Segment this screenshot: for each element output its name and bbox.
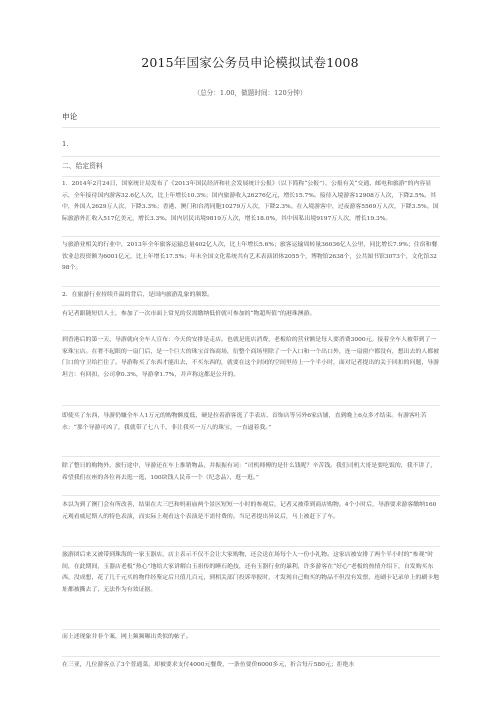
divider — [62, 286, 440, 287]
paragraph: 到香港后的第一天，导游就向全车人宣布：今天的安排是走店。也就是逛店消费，老板给的营业额是每人要消费3000元。接着全车人被带到了一家珠宝店。在奢不起眼的一扇门后，是一个巨大的珠宝首饰商场，衍整个商场里除了一个入口和一个出口外，连一扇窗户都没有，想出去的人都被门口的守卫给拦住了。导游称买了东西才能出去，不买东西的，就要在这个封闭的空间里待上一个半小时，面对记者提出的关于回扣的问题，导游坦言：有回扣，公司拿0.3%，导游拿1.7%，并声称这都是公开的。 — [62, 337, 439, 378]
paragraph: 有记者跟随短信人士，参加了一次市面上常见的仅需缴纳低价就可参加的“物超所值”的港珠澳游。 — [62, 311, 316, 317]
question-number: 1. — [62, 140, 69, 148]
paragraph: 与旅游业相关的行业中，2013年全年旅客运输总量402亿人次，比上年增长5.6%；旅客运输周转量36036亿人公里，同比增长7.9%；住宿和餐饮业总投资额为6001亿元，比上年增长17.5%；年末全国文化系统共有艺术表演团体2055个，博物馆2638个，公共图书馆3073个，文化馆3298个。 — [62, 242, 438, 271]
paragraph: 1．2014年2月24日，国家统计局发布了《2013年国民经济和社会发展统计公报》（以下简称“公报”），公报有关“交通、邮电和旅游”的内容显示，全年接待国内游客32.6亿人次，比上年增长10.3%；国内旅游收入26276亿元，增长15.7%。接待入境游客12908万人次，下降2.5%。其中，外国人2629万人次，下降3.3%；香港、澳门和台湾同胞10279万人次，下降2.3%。在入境游客中，过夜游客5569万人次，下降3.5%。国际旅游外汇收入517亿美元，增长3.3%。国内居民出境9819万人次，增长18.0%，其中因私出境9197万人次，增长19.3%。 — [62, 181, 439, 222]
paragraph: 即使买了东西，导游仍嫌全车人1万元的购物额度低，硬是拉着游客逛了手表店、首饰店等另外6家店铺，直到晚上6点多才结束。有游客吐苦水：“那个导游可凶了，我就带了七八千，非让我买一万八的珠宝，一直逼着我。” — [62, 413, 427, 431]
document-subtitle: （总分：1.00，做题时间：120分钟） — [193, 89, 307, 97]
paragraph: 除了整日的购物外，旅行途中，导游还在车上推销物品，并振振有词：“司机师傅的是什么钱呢？辛苦钱。我们司机大哥是要吃饭的，我不讲了，希望我们在座的各位再去逛一逛，100块钱人民币一个（纪念品），逛一逛。” — [62, 463, 437, 481]
divider — [62, 127, 440, 128]
divider — [62, 656, 440, 657]
paragraph: 本以为到了澳门会有所改善，结果在大三巴和妈祖庙两个景区短短一小时的参观后，记者又被带到商店购物。4个小时后，导游要求游客缴纳160元观看威尼斯人的特色表演，而实际上观看这个表演是不需付费的。当记者提出异议后，马上被赶下了车。 — [62, 502, 437, 520]
document-title: 2015年国家公务员申论模拟试卷1008 — [141, 55, 359, 70]
divider — [62, 629, 440, 630]
divider — [62, 330, 440, 331]
divider — [62, 305, 440, 306]
divider — [62, 456, 440, 457]
divider — [62, 156, 440, 157]
divider — [62, 495, 440, 496]
paragraph: 而上述现象并非个案，网上频频曝出类似的帖子。 — [62, 634, 192, 640]
divider — [62, 405, 440, 406]
part-heading: 二、给定资料 — [62, 162, 103, 170]
divider — [62, 546, 440, 547]
paragraph: 旅游团后来又被带到珠海的一家玉器店，店主表示不仅不会让大家购物，还会送在场每个人一份小礼物。这家店被安排了两个半小时的“参观”时间，在此期间，玉器店老板“热心”地给大家讲解白玉祖传的睡石绝技，还有玉器行业的暴利，许多游客在“好心”老板的热情介绍下，自发购买东西。没成想，花了几千元买的物件经鉴定后只值几百元，到相关部门投诉举报时，才发现自己购买的物品不但没有发票，连刷卡记录单上的刷卡地址都被撕去了，无法作为有效证据。 — [62, 552, 439, 593]
divider — [62, 236, 440, 237]
divider — [62, 176, 440, 177]
paragraph: 在三亚，几位游客点了3个普通菜，却被要求支付4000元餐费，一条鱼要价6000多元，折合每斤580元；拒绝水 — [62, 662, 355, 668]
section-heading: 申论 — [62, 112, 78, 121]
paragraph: 2．在旅游行业持续升温的背后，是国内旅游乱象的频繁。 — [62, 292, 214, 298]
